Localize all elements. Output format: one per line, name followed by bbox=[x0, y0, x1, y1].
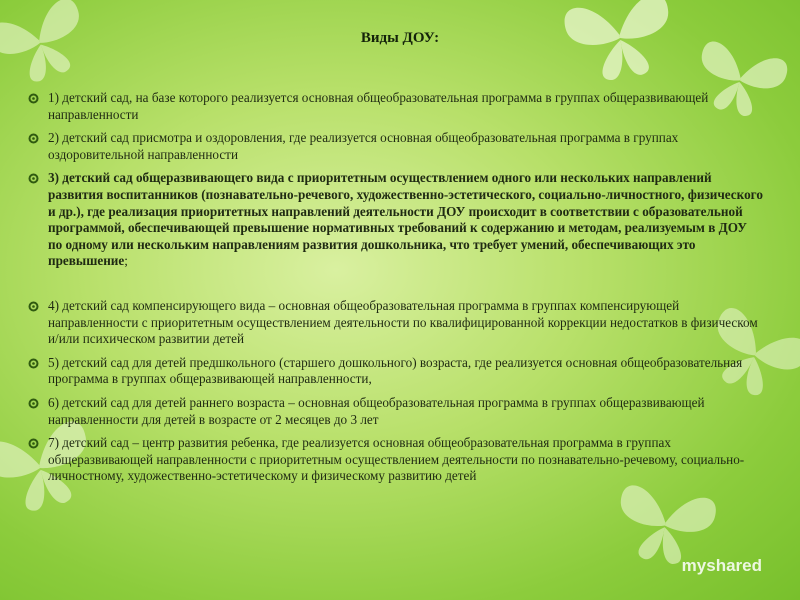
list-item-text: 1) детский сад, на базе которого реализуется основная общеобразовательная программа в группах общеразвивающей направленности bbox=[48, 90, 709, 122]
bullet-icon bbox=[28, 301, 39, 312]
list-item-text: 4) детский сад компенсирующего вида – основная общеобразовательная программа в группах компенсирующей направленности с приоритетным осуществлением деятельности по квалифицированной коррекции недостатков в физическом и/или психическом развитии детей bbox=[48, 297, 758, 347]
bullet-icon bbox=[28, 358, 39, 369]
butterfly-decoration bbox=[553, 0, 688, 95]
list-item-text: 2) детский сад присмотра и оздоровления, где реализуется основная общеобразовательная программа в группах оздоровительной направленности bbox=[48, 130, 679, 162]
list-item-suffix: ; bbox=[124, 253, 128, 269]
bullet-icon bbox=[28, 93, 39, 104]
list-item bbox=[28, 170, 764, 270]
content-list bbox=[28, 90, 764, 492]
list-item bbox=[28, 130, 764, 163]
list-item bbox=[28, 90, 764, 123]
list-item-text: 7) детский сад – центр развития ребенка, где реализуется основная общеобразовательная программа в группах общеразвивающей направленности с приоритетным осуществлением деятельности по познавательно-речевому, социально-личностному, художественно-эстетическому и физическому развитию детей bbox=[48, 435, 745, 484]
list-item-text: 3) детский сад общеразвивающего вида с приоритетным осуществлением одного или нескольких направлений развития воспитанников (познавательно-речевого, художественно-эстетического, социально-личностного, физического и др.), где реализация приоритетных направлений деятельности ДОУ происходит в соответствии с образовательной программой, обеспечивающей превышение нормативных требований к содержанию и методам, реализуемым в ДОУ по одному или нескольким направлениям развития дошкольника, что требует умений, обеспечивающих это превышение bbox=[48, 170, 763, 269]
bullet-icon bbox=[28, 173, 39, 184]
list-item bbox=[28, 355, 764, 388]
list-item bbox=[28, 298, 764, 348]
butterfly-decoration bbox=[0, 0, 106, 101]
list-item bbox=[28, 435, 764, 485]
list-item-text: 6) детский сад для детей раннего возраста – основная общеобразовательная программа в группах общеразвивающей направленности для детей в возрасте от 2 месяцев до 3 лет bbox=[48, 394, 705, 427]
butterfly-icon bbox=[553, 0, 688, 95]
slide-title: Виды ДОУ: bbox=[360, 30, 440, 46]
watermark-logo: myshared bbox=[681, 556, 762, 575]
bullet-icon bbox=[28, 398, 39, 409]
bullet-icon bbox=[28, 133, 39, 144]
bullet-icon bbox=[28, 438, 39, 449]
list-item-text: 5) детский сад для детей предшкольного (старшего дошкольного) возраста, где реализуется основная общеобразовательная программа в группах общеразвивающей направленности, bbox=[48, 354, 743, 387]
list-item bbox=[28, 395, 764, 428]
